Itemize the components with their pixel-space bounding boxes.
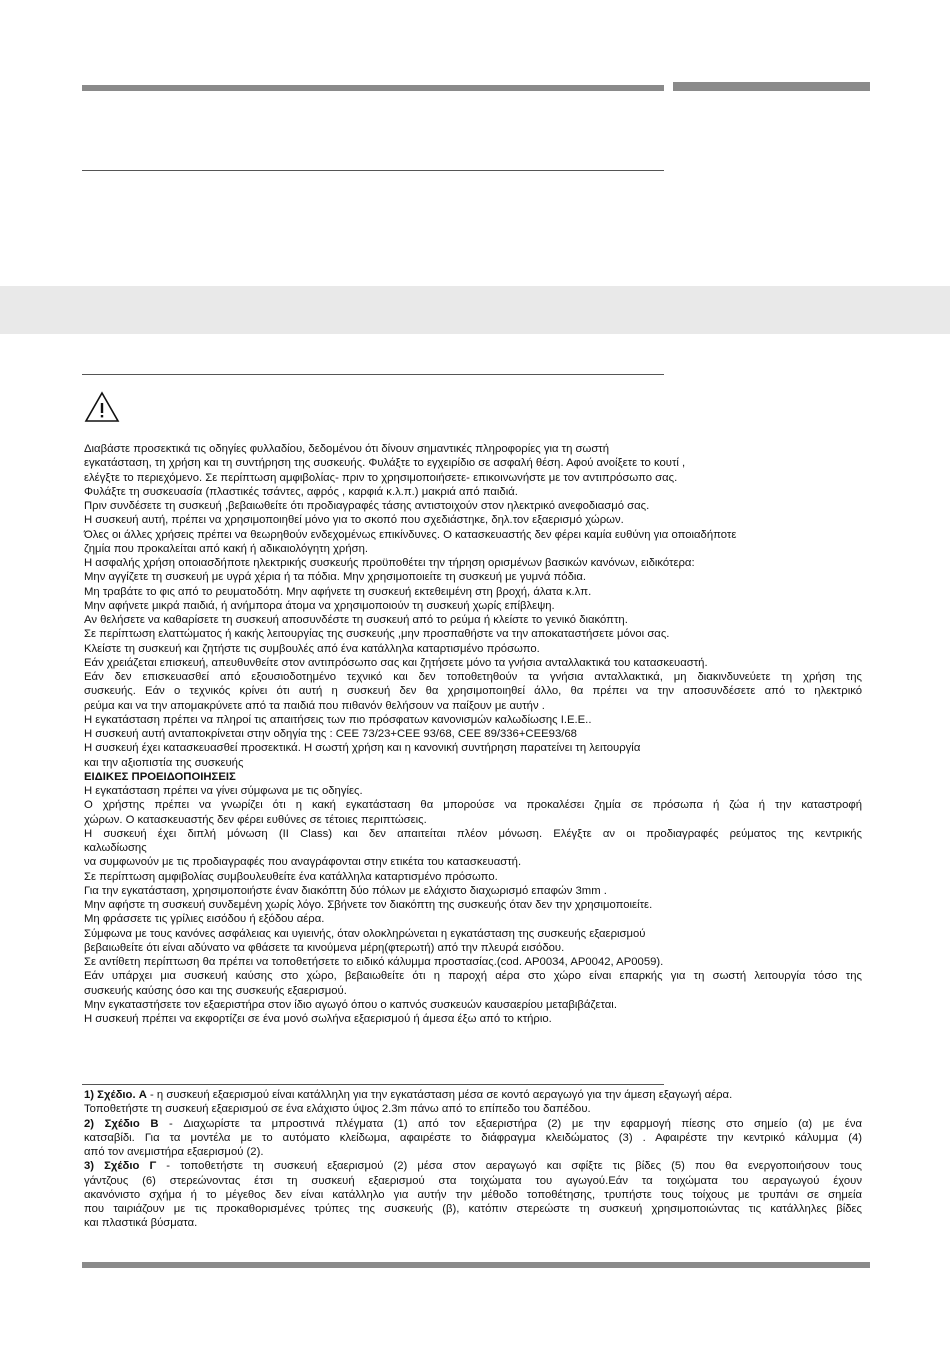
text-line: Η συσκευή έχει διπλή μόνωση (II Class) και δεν απαιτείται πλέον μόνωση. Ελέγξτε αν οι προδιαγραφές ρεύματος της κεντρικής (84, 827, 862, 840)
text-line: Τοποθετήστε τη συσκευή εξαερισμού σε ένα ελάχιστο ύψος 2.3m πάνω από το επίπεδο του δαπέδου. (84, 1103, 591, 1116)
text-line: Ο χρήστης πρέπει να γνωρίζει ότι η κακή εγκατάσταση θα μπορούσε να προκαλέσει ζημία σε πρόσωπα ή ζώα ή την καταστροφή (84, 799, 862, 812)
section-divider (82, 1084, 664, 1085)
header-bar-tab (673, 82, 870, 91)
section-heading: ΕΙΔΙΚΕΣ ΠΡΟΕΙΔΟΠΟΙΗΣΕΙΣ (84, 770, 236, 783)
text-line: Η συσκευή έχει κατασκευασθεί προσεκτικά. Η σωστή χρήση και η κανονική συντήρηση παρατείνει τη λειτουργία (84, 742, 641, 755)
text-line: Φυλάξτε τη συσκευασία (πλαστικές τσάντες, αφρός , καρφιά κ.λ.π.) μακριά από παιδιά. (84, 485, 518, 498)
text-line: που ταιριάζουν με τις προκαθορισμένες τρύπες της συσκευής (β), κατόπιν στερεώστε τη συσκευή χρησιμοποιώντας τις κατάλληλες βίδες (84, 1203, 862, 1215)
text-line (84, 1088, 862, 1102)
section-divider (82, 170, 664, 171)
footer-bar (82, 1262, 870, 1268)
text-line: Πριν συνδέσετε τη συσκευή ,βεβαιωθείτε ότι προδιαγραφές τάσης αντιστοιχούν στον ηλεκτρικό ανεφοδιασμό σας. (84, 500, 650, 512)
text-line: συσκευής. Εάν ο τεχνικός κρίνει ότι αυτή η συσκευή δεν θα χρησιμοποιηθεί άλλο, θα πρέπει να την αποσυνδέσετε από το ηλεκτρικό (84, 685, 862, 698)
step-text: - η συσκευή εξαερισμού είναι κατάλληλη για την εγκατάσταση μέσα σε κοντό αεραγωγό για την άμεση εξαγωγή αέρα. (146, 1089, 733, 1101)
text-line: Μην εγκαταστήσετε τον εξαεριστήρα στον ίδιο αγωγό όπου ο καπνός συσκευών καυσαερίου μεταβιβάζεται. (84, 998, 617, 1011)
text-line: Μην αγγίζετε τη συσκευή με υγρά χέρια ή τα πόδια. Μην χρησιμοποιείτε τη συσκευή με γυμνά πόδια. (84, 571, 587, 584)
text-line: Σε περίπτωση ελαττώματος ή κακής λειτουργίας της συσκευής ,μην προσπαθήστε να την αποκαταστήσετε μόνοι σας. (84, 628, 670, 641)
text-line: Η συσκευή πρέπει να εκφορτίζει σε ένα μονό σωλήνα εξαερισμού ή άμεσα έξω από το κτήριο. (84, 1013, 552, 1025)
text-line: ακανόνιστο σχήμα ή το μέγεθος δεν είναι κατάλληλο για αυτήν την μέθοδο τοποθέτησης, τρυπήστε τους τοίχους με τρυπάνι σε σημεία (84, 1188, 862, 1201)
text-line: Η ασφαλής χρήση οποιασδήποτε ηλεκτρικής συσκευής προϋποθέτει την τήρηση ορισμένων βασικών κανόνων, ειδικότερα: (84, 557, 695, 569)
text-line: ρεύμα και να την απομακρύνετε από τα παιδιά που πιθανόν θελήσουν να παίξουν με αυτήν . (84, 699, 545, 712)
text-line: Η συσκευή αυτή, πρέπει να χρησιμοποιηθεί μόνο για το σκοπό που σχεδιάστηκε, δηλ.τον εξαερισμό χώρων. (84, 514, 624, 527)
text-line: και πλαστικά βύσματα. (84, 1217, 198, 1230)
text-line: καλωδίωσης (84, 842, 147, 854)
section-divider (82, 374, 664, 375)
text-line: Εάν δεν επισκευασθεί από εξουσιοδοτημένο τεχνικό και δεν τοποθετηθούν τα γνήσια ανταλλακτικά, μη διακινδυνεύετε τη χρήση της (84, 671, 862, 683)
text-line (84, 1159, 862, 1173)
grey-band (0, 286, 950, 334)
step-label: 1) Σχέδιο. A (84, 1089, 147, 1101)
text-line: χώρων. Ο κατασκευαστής δεν φέρει ευθύνες σε τέτοιες περιπτώσεις. (84, 813, 427, 826)
step-label: 2) Σχέδιο B (84, 1117, 159, 1130)
step-text: - τοποθετήστε τη συσκευή εξαερισμού (2) μέσα στον αεραγωγό και σφίξτε τις βίδες (5) που θα ενεργοποιήσουν τους (156, 1160, 862, 1173)
text-line: Η συσκευή αυτή ανταποκρίνεται στην οδηγία της : CEE 73/23+CEE 93/68, CEE 89/336+CEE93/68 (84, 728, 577, 740)
text-line: Σύμφωνα με τους κανόνες ασφάλειας και υγιεινής, όταν ολοκληρώνεται η εγκατάσταση της συσκευής εξαερισμού (84, 927, 646, 940)
text-line: Όλες οι άλλες χρήσεις πρέπει να θεωρηθούν ενδεχομένως επικίνδυνες. Ο κατασκευαστής δεν φέρει καμία ευθύνη για οποιαδήποτε (84, 528, 737, 541)
step-label: 3) Σχέδιο Γ (84, 1160, 157, 1173)
warning-icon (84, 391, 120, 423)
text-line: Η εγκατάσταση πρέπει να γίνει σύμφωνα με τις οδηγίες. (84, 785, 363, 797)
text-line: κατσαβίδι. Για τα μοντέλα με το αυτόματο κλείδωμα, αφαιρέστε το διάφραγμα κλειδώματος (3) . Αφαιρέστε την κεντρικό κάλυμμα (4) (84, 1131, 862, 1144)
text-line: συσκευής καύσης όσο και της συσκευής εξαερισμού. (84, 984, 347, 997)
text-line: Η εγκατάσταση πρέπει να πληροί τις απαιτήσεις των πιο πρόσφατων κανονισμών καλωδίωσης I.E.E.. (84, 713, 592, 726)
text-line: γάντζους (6) στερεώνοντας έτσι τη συσκευή εξαερισμού στα τοιχώματα του αγωγού.Εάν τα τοιχώματα του αεραγωγού έχουν (84, 1174, 862, 1187)
text-line: εγκατάσταση, τη χρήση και τη συντήρηση της συσκευής. Φυλάξτε το εγχειρίδιο σε ασφαλή θέση. Αφού ανοίξετε το κουτί , (84, 457, 686, 470)
text-line: Σε περίπτωση αμφιβολίας συμβουλευθείτε ένα κατάλληλα καταρτισμένο πρόσωπο. (84, 870, 498, 883)
text-line: Μη τραβάτε το φις από το ρευματοδότη. Μην αφήνετε τη συσκευή εκτεθειμένη στη βροχή, άλατα κ.λπ. (84, 585, 592, 598)
text-line: Σε αντίθετη περίπτωση θα πρέπει να τοποθετήσετε το ειδικό κάλυμμα προστασίας.(cod. AP0034, AP0042, AP0059). (84, 956, 664, 968)
text-line: Για την εγκατάσταση, χρησιμοποιήστε έναν διακόπτη δύο πόλων με ελάχιστο διαχωρισμό επαφών 3mm . (84, 884, 607, 897)
text-line: και την αξιοπιστία της συσκευής (84, 756, 244, 769)
text-line: βεβαιωθείτε ότι είναι αδύνατο να φθάσετε τα κινούμενα μέρη(φτερωτή) από την πλευρά εισόδου. (84, 941, 565, 954)
text-line: Διαβάστε προσεκτικά τις οδηγίες φυλλαδίου, δεδομένου ότι δίνουν σημαντικές πληροφορίες για τη σωστή (84, 443, 610, 455)
text-line: από τον ανεμιστήρα εξαερισμού (2). (84, 1146, 264, 1158)
text-line: Εάν υπάρχει μια συσκευή καύσης στο χώρο, βεβαιωθείτε ότι η παροχή αέρα στο χώρο είναι επαρκής για τη σωστή λειτουργία τόσο της (84, 970, 862, 983)
text-line: Μην αφήστε τη συσκευή συνδεμένη χωρίς λόγο. Σβήνετε τον διακόπτη της συσκευής όταν δεν την χρησιμοποιείτε. (84, 899, 653, 911)
text-line: να συμφωνούν με τις προδιαγραφές που αναγράφονται στην ετικέτα του κατασκευαστή. (84, 856, 522, 869)
text-line: ζημία που προκαλείται από κακή ή αδικαιολόγητη χρήση. (84, 542, 369, 555)
text-line: Εάν χρειάζεται επισκευή, απευθυνθείτε στον αντιπρόσωπο σας και ζητήσετε μόνο τα γνήσια ανταλλακτικά του κατασκευαστή. (84, 656, 708, 669)
safety-instructions (84, 442, 862, 1026)
text-line: Αν θελήσετε να καθαρίσετε τη συσκευή αποσυνδέστε τη συσκευή από το ρεύμα ή κλείστε το γενικό διακόπτη. (84, 614, 628, 626)
text-line: Κλείστε τη συσκευή και ζητήστε τις συμβουλές από ένα κατάλληλα καταρτισμένο πρόσωπο. (84, 642, 540, 655)
text-line: Μη φράσσετε τις γρίλιες εισόδου ή εξόδου αέρα. (84, 913, 325, 926)
text-line: Μην αφήνετε μικρά παιδιά, ή ανήμπορα άτομα να χρησιμοποιούν τη συσκευή χωρίς επίβλεψη. (84, 599, 555, 612)
step-text: - Διαχωρίστε τα μπροστινά πλέγματα (1) από τον εξαεριστήρα (2) με την εφαρμογή πίεσης στο σημείο (α) με ένα (158, 1117, 862, 1130)
header-bar (82, 85, 664, 91)
text-line (84, 1117, 862, 1131)
installation-instructions (84, 1088, 862, 1231)
text-line: ελέγξτε το περιεχόμενο. Σε περίπτωση αμφιβολίας- πριν το χρησιμοποιήσετε- επικοινωνήστε με τον αντιπρόσωπο σας. (84, 471, 678, 484)
